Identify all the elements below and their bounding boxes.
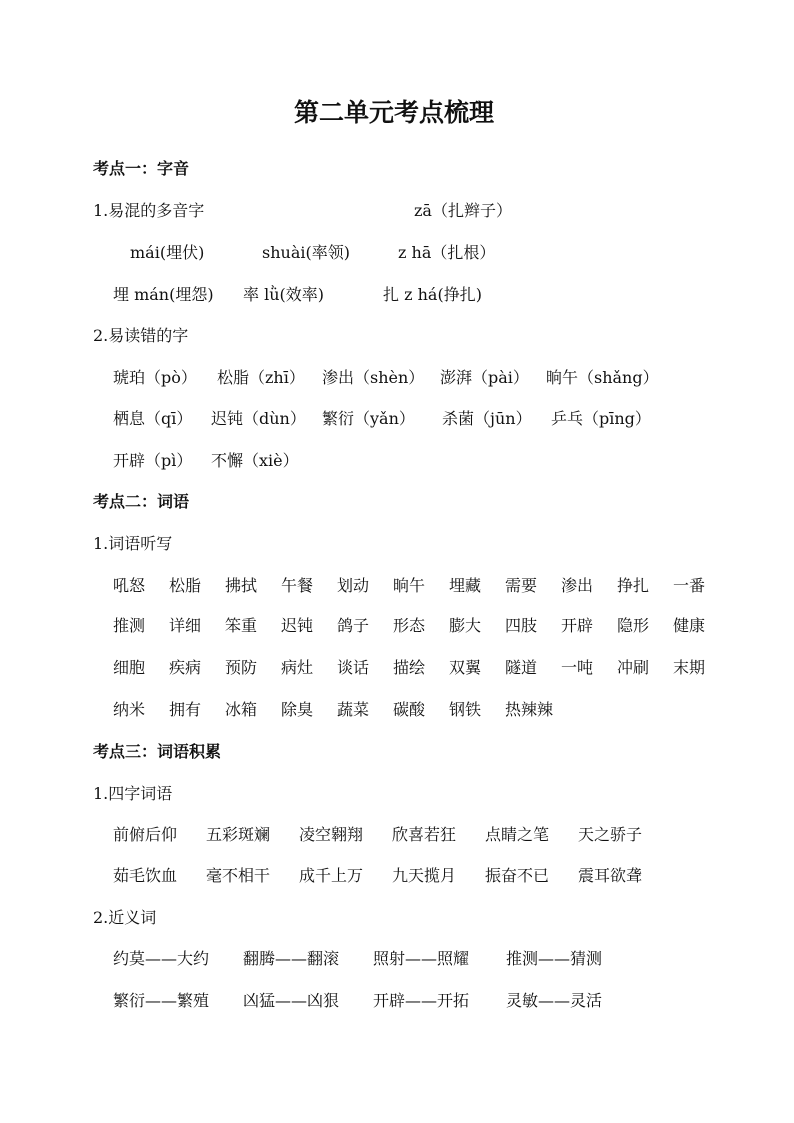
word-item: 天之骄子 (578, 825, 643, 844)
word-item: 预防 (225, 658, 258, 677)
word-item: 四肢 (505, 616, 538, 635)
word-item: 疾病 (169, 658, 202, 677)
word-item: 成千上万 (299, 866, 364, 885)
pinyin-za: zā（扎辫子） (414, 201, 512, 220)
word-item: 澎湃（pài） (440, 368, 529, 387)
word-item: 挣扎 (617, 576, 650, 595)
word-item: 翻腾——翻滚 (243, 949, 340, 968)
word-item: 热辣辣 (505, 700, 554, 719)
pinyin-shuai: shuài(率领) (262, 243, 350, 262)
pronunciation-row (113, 408, 651, 430)
section-heading-2: 考点二：词语 (93, 492, 190, 511)
word-item: 震耳欲聋 (578, 866, 643, 885)
word-item: 晌午 (393, 576, 426, 595)
word-item: 开辟（pì） (113, 451, 193, 470)
word-item: 笨重 (225, 616, 258, 635)
word-item: 松脂（zhī） (217, 368, 305, 387)
pinyin-man: 埋 mán(埋怨) (113, 285, 214, 304)
word-item: 碳酸 (393, 700, 426, 719)
word-item: 前俯后仰 (113, 825, 178, 844)
word-item: 冲刷 (617, 658, 650, 677)
word-item: 需要 (505, 576, 538, 595)
word-item: 凶猛——凶狠 (243, 991, 340, 1010)
item-label: 1.词语听写 (93, 534, 173, 553)
word-item: 形态 (393, 616, 426, 635)
synonym-row (113, 990, 602, 1012)
word-item: 冰箱 (225, 700, 258, 719)
word-item: 杀菌（jūn） (442, 409, 532, 428)
item-label: 1.四字词语 (93, 784, 173, 803)
word-item: 繁衍——繁殖 (113, 991, 210, 1010)
word-item: 迟钝（dùn） (211, 409, 306, 428)
word-item: 隐形 (617, 616, 650, 635)
word-item: 灵敏——灵活 (506, 991, 603, 1010)
word-item: 钢铁 (449, 700, 482, 719)
pinyin-lv: 率 lǜ(效率) (243, 285, 324, 304)
dictation-row (113, 699, 553, 721)
section-heading-1: 考点一：字音 (93, 159, 190, 178)
word-item: 吼怒 (113, 576, 146, 595)
word-item: 谈话 (337, 658, 370, 677)
word-item: 振奋不已 (485, 866, 550, 885)
pinyin-zha2: 扎 z há(挣扎) (383, 285, 482, 304)
word-item: 一吨 (561, 658, 594, 677)
word-item: 一番 (673, 576, 706, 595)
dictation-row (113, 657, 705, 679)
word-item: 推测——猜测 (506, 949, 603, 968)
pinyin-zha: z hā（扎根） (398, 243, 496, 262)
word-item: 凌空翱翔 (299, 825, 364, 844)
word-item: 纳米 (113, 700, 146, 719)
idiom-row (113, 865, 642, 887)
item-label: 2.近义词 (93, 908, 157, 927)
word-item: 双翼 (449, 658, 482, 677)
word-item: 渗出 (561, 576, 594, 595)
item-label: 1.易混的多音字 (93, 201, 205, 220)
word-item: 蔬菜 (337, 700, 370, 719)
word-item: 推测 (113, 616, 146, 635)
word-item: 健康 (673, 616, 706, 635)
word-item: 晌午（shǎng） (546, 368, 659, 387)
word-item: 渗出（shèn） (322, 368, 425, 387)
pronunciation-row (113, 367, 659, 389)
word-item: 约莫——大约 (113, 949, 210, 968)
word-item: 描绘 (393, 658, 426, 677)
word-item: 详细 (169, 616, 202, 635)
word-item: 松脂 (169, 576, 202, 595)
word-item: 划动 (337, 576, 370, 595)
word-item: 细胞 (113, 658, 146, 677)
word-item: 点睛之笔 (485, 825, 550, 844)
word-item: 不懈（xiè） (211, 451, 299, 470)
word-item: 末期 (673, 658, 706, 677)
word-item: 拂拭 (225, 576, 258, 595)
idiom-row (113, 824, 642, 846)
pronunciation-row (113, 450, 299, 472)
word-item: 隧道 (505, 658, 538, 677)
word-item: 乒乓（pīng） (551, 409, 651, 428)
word-item: 鸽子 (337, 616, 370, 635)
word-item: 栖息（qī） (113, 409, 193, 428)
dictation-row (113, 575, 705, 597)
word-item: 欣喜若狂 (392, 825, 457, 844)
word-item: 膨大 (449, 616, 482, 635)
synonym-row (113, 948, 602, 970)
word-item: 茹毛饮血 (113, 866, 178, 885)
dictation-row (113, 615, 705, 637)
pinyin-mai: mái(埋伏) (130, 243, 205, 262)
word-item: 琥珀（pò） (113, 368, 197, 387)
word-item: 九天揽月 (392, 866, 457, 885)
section-heading-3: 考点三：词语积累 (93, 742, 222, 761)
word-item: 埋藏 (449, 576, 482, 595)
word-item: 繁衍（yǎn） (322, 409, 415, 428)
word-item: 毫不相干 (206, 866, 271, 885)
word-item: 拥有 (169, 700, 202, 719)
page-title: 第二单元考点梳理 (294, 98, 495, 127)
item-label: 2.易读错的字 (93, 326, 189, 345)
word-item: 病灶 (281, 658, 314, 677)
word-item: 开辟——开拓 (373, 991, 470, 1010)
word-item: 照射——照耀 (373, 949, 470, 968)
word-item: 除臭 (281, 700, 314, 719)
word-item: 开辟 (561, 616, 594, 635)
word-item: 午餐 (281, 576, 314, 595)
word-item: 迟钝 (281, 616, 314, 635)
word-item: 五彩斑斓 (206, 825, 271, 844)
